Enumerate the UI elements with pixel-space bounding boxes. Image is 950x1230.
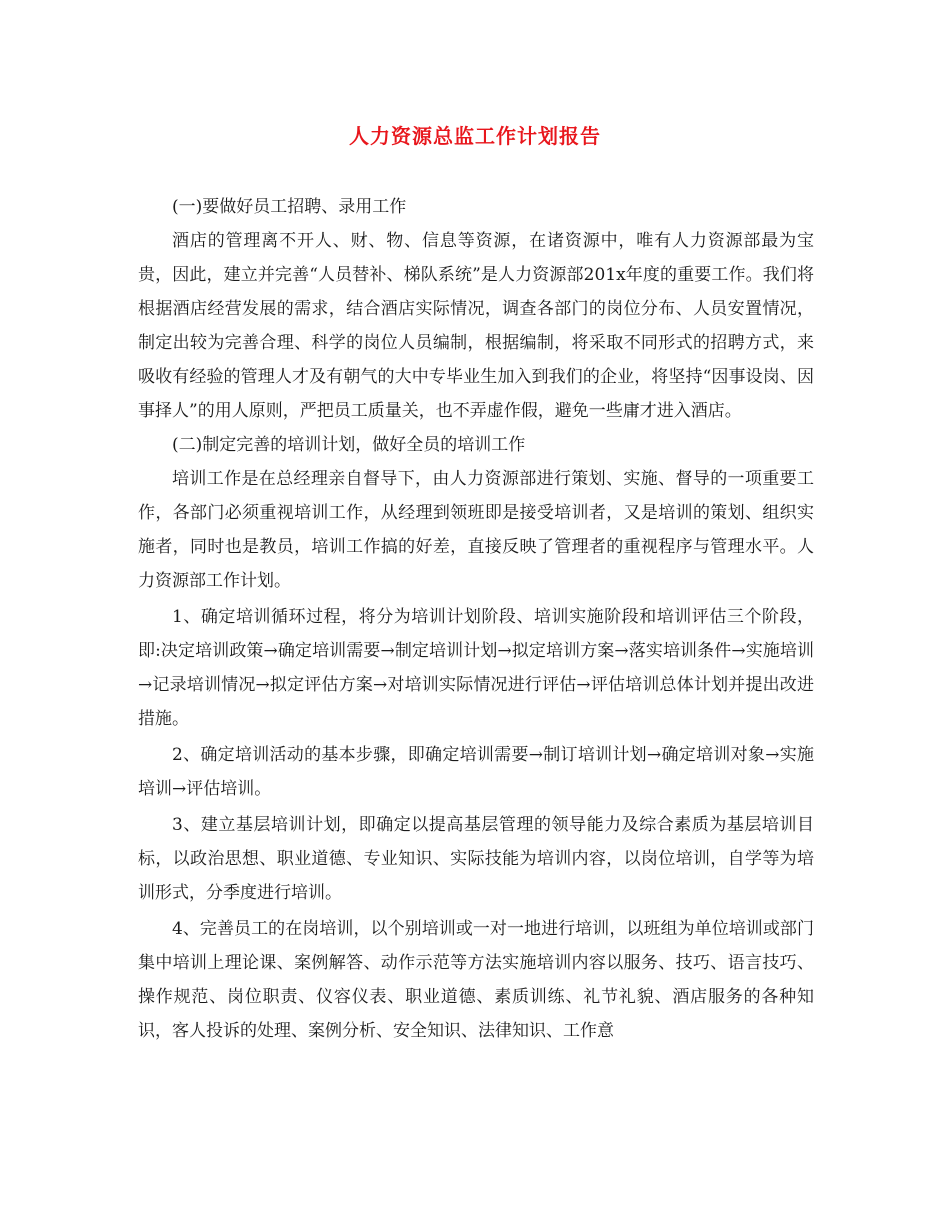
body-paragraph: 培训工作是在总经理亲自督导下，由人力资源部进行策划、实施、督导的一项重要工作，各部门必须重视培训工作，从经理到领班即是接受培训者，又是培训的策划、组织实施者，同时也是教员，培训工作搞的好差，直接反映了管理者的重视程序与管理水平。人力资源部工作计划。 <box>138 469 814 591</box>
section-heading: (一)要做好员工招聘、录用工作 <box>172 197 407 217</box>
body-paragraph: 1、确定培训循环过程，将分为培训计划阶段、培训实施阶段和培训评估三个阶段，即:决定培训政策→确定培训需要→制定培训计划→拟定培训方案→落实培训条件→实施培训→记录培训情况→拟定评估方案→对培训实际情况进行评估→评估培训总体计划并提出改进措施。 <box>138 607 814 729</box>
body-paragraph: 酒店的管理离不开人、财、物、信息等资源，在诸资源中，唯有人力资源部最为宝贵，因此，建立并完善“人员替补、梯队系统”是人力资源部201x年度的重要工作。我们将根据酒店经营发展的需求，结合酒店实际情况，调查各部门的岗位分布、人员安置情况，制定出较为完善合理、科学的岗位人员编制，根据编制，将采取不同形式的招聘方式，来吸收有经验的管理人才及有朝气的大中专毕业生加入到我们的企业，将坚持“因事设岗、因事择人”的用人原则，严把员工质量关，也不弄虚作假，避免一些庸才进入酒店。 <box>138 231 814 421</box>
body-paragraph: 3、建立基层培训计划，即确定以提高基层管理的领导能力及综合素质为基层培训目标，以政治思想、职业道德、专业知识、实际技能为培训内容，以岗位培训，自学等为培训形式，分季度进行培训。 <box>138 815 814 903</box>
document-title: 人力资源总监工作计划报告 <box>349 124 601 148</box>
body-paragraph: 2、确定培训活动的基本步骤，即确定培训需要→制订培训计划→确定培训对象→实施培训→评估培训。 <box>138 745 814 799</box>
section-heading: (二)制定完善的培训计划，做好全员的培训工作 <box>172 435 526 455</box>
body-paragraph: 4、完善员工的在岗培训，以个别培训或一对一地进行培训，以班组为单位培训或部门集中培训上理论课、案例解答、动作示范等方法实施培训内容以服务、技巧、语言技巧、操作规范、岗位职责、仪容仪表、职业道德、素质训练、礼节礼貌、酒店服务的各种知识，客人投诉的处理、案例分析、安全知识、法律知识、工作意 <box>138 919 814 1041</box>
document-body <box>138 190 814 1048</box>
